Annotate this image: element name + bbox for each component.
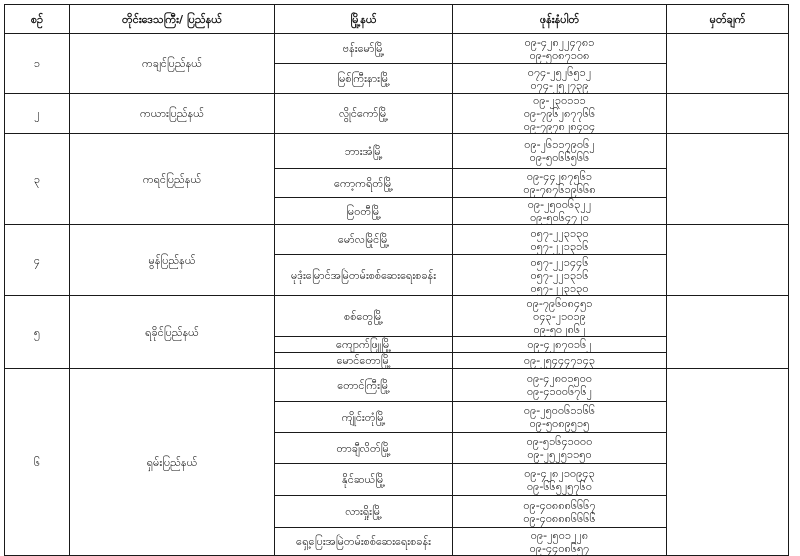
phone-number: ၀၅၇-၂၂၃၁၃၀ bbox=[530, 226, 589, 240]
phone-number: ၀၅၇-၂၂၁၃၁၆ bbox=[530, 239, 589, 253]
township-name: ကျိုင်းတုံမြို့ bbox=[275, 402, 453, 433]
phone-cell bbox=[453, 433, 667, 464]
phone-number: ၀၉-၄၂၈၂၂၄၇၈၁ bbox=[524, 35, 595, 49]
phone-cell bbox=[453, 169, 667, 198]
phone-cell bbox=[453, 134, 667, 169]
phone-number: ၀၉-၄၂၈၇၀၁၆၂ bbox=[527, 338, 592, 351]
header-phone: ဖုန်းနံပါတ် bbox=[453, 5, 667, 34]
table-row bbox=[5, 34, 789, 64]
table-row bbox=[5, 94, 789, 134]
table-row bbox=[5, 225, 789, 255]
header-state: တိုင်းဒေသကြီး/ ပြည်နယ် bbox=[70, 5, 275, 34]
state-name: ရှမ်းပြည်နယ် bbox=[70, 369, 275, 556]
phone-number: ၀၉-၇၈၇၆၁၉၆၆၈ bbox=[523, 183, 596, 196]
row-number: ၃ bbox=[5, 134, 70, 225]
phone-number: ၀၉-၄၄၂၈၇၅၆၁ bbox=[526, 170, 593, 183]
phone-number: ၀၇၄-၂၅၂၇၃၉ bbox=[530, 78, 589, 92]
township-name: ဗန်းမော်မြို့ bbox=[275, 34, 453, 64]
phone-number: ၀၉-၇၉၆၀၈၄၅၁ bbox=[526, 296, 593, 310]
phone-number: ၀၉-၂၅၂၅၁၁၅၀ bbox=[527, 448, 592, 461]
remark-cell bbox=[667, 34, 789, 94]
state-name: မွန်ပြည်နယ် bbox=[70, 225, 275, 296]
township-name: မောင်တောမြို့ bbox=[275, 353, 453, 369]
remark-cell bbox=[667, 296, 789, 369]
township-name: မုဒုံးမြောင်အမြဲတမ်းစစ်ဆေးရေးစခန်း bbox=[275, 255, 453, 296]
phone-cell bbox=[453, 353, 667, 369]
contact-table bbox=[4, 4, 789, 556]
phone-number: ၀၉-၄၁၀၀၆၇၆၂ bbox=[526, 385, 593, 398]
phone-number: ၀၄၃-၂၁၀၁၉ bbox=[533, 309, 586, 323]
township-name: တောင်ကြီးမြို့ bbox=[275, 369, 453, 402]
table-body bbox=[5, 34, 789, 556]
phone-cell bbox=[453, 464, 667, 496]
township-name: ဘားအံမြို့ bbox=[275, 134, 453, 169]
township-name: ကော့ကရိတ်မြို့ bbox=[275, 169, 453, 198]
township-name: လားရှိုးမြို့ bbox=[275, 496, 453, 528]
row-number: ၁ bbox=[5, 34, 70, 94]
phone-number: ၀၉-၂၅၀၀၆၁၁၆၆ bbox=[523, 404, 596, 417]
phone-cell bbox=[453, 198, 667, 225]
phone-number: ၀၉-၅၀၆၆၅၆၆ bbox=[529, 151, 590, 164]
phone-number: ၀၅၇-၂၂၃၁၃၀ bbox=[530, 281, 589, 295]
phone-cell bbox=[453, 94, 667, 134]
phone-number: ၀၉-၂၅၄၄၄၇၁၄၃ bbox=[523, 354, 596, 367]
remark-cell bbox=[667, 94, 789, 134]
phone-number: ၀၅၇-၂၂၁၃၁၆ bbox=[530, 268, 589, 282]
phone-number: ၀၉-၄၂၈၂၁၀၉၄၃ bbox=[524, 466, 595, 480]
phone-number: ၀၉-၂၆၁၁၇၉၀၆၂ bbox=[524, 138, 595, 151]
state-name: ရခိုင်ပြည်နယ် bbox=[70, 296, 275, 369]
remark-cell bbox=[667, 134, 789, 225]
township-name: မြစ်ကြီးနားမြို့ bbox=[275, 64, 453, 94]
phone-number: ၀၉-၂၃၀၁၁၁ bbox=[533, 94, 586, 107]
phone-cell bbox=[453, 402, 667, 433]
header-remark: မှတ်ချက် bbox=[667, 5, 789, 34]
phone-number: ၀၉-၄၀၈၈၈၆၆၆၇ bbox=[523, 498, 596, 512]
phone-cell bbox=[453, 528, 667, 556]
township-name: နိုင်ဆယ်မြို့ bbox=[275, 464, 453, 496]
phone-number: ၀၉-၂၅၀၁၂၂၈ bbox=[530, 528, 589, 542]
township-name: လွိုင်ကော်မြို့ bbox=[275, 94, 453, 134]
township-name: ကျောက်ဖြူမြို့ bbox=[275, 337, 453, 353]
phone-cell bbox=[453, 225, 667, 255]
phone-cell bbox=[453, 34, 667, 64]
phone-number: ၀၉-၄၄၀၈၆၅၇ bbox=[529, 541, 590, 555]
township-name: မြဝတီမြို့ bbox=[275, 198, 453, 225]
phone-number: ၀၉-၂၅၀၀၆၃၂၂ bbox=[527, 198, 592, 211]
township-name: ရှေ့ပြေးအမြဲတမ်းစစ်ဆေးရေးစခန်း bbox=[275, 528, 453, 556]
row-number: ၂ bbox=[5, 94, 70, 134]
phone-number: ၀၉-၇၉၇၈၂၈၄၀၄ bbox=[523, 120, 596, 133]
phone-number: ၀၉-၆၆၅၂၅၇၆၀ bbox=[526, 479, 593, 493]
header-no: စဉ် bbox=[5, 5, 70, 34]
state-name: ကယားပြည်နယ် bbox=[70, 94, 275, 134]
state-name: ကရင်ပြည်နယ် bbox=[70, 134, 275, 225]
phone-number: ၀၅၇-၂၂၁၄၄၆ bbox=[530, 255, 589, 269]
phone-number: ၀၉-၅၀၈၉၅၁၅ bbox=[529, 417, 590, 430]
township-name: စစ်တွေမြို့ bbox=[275, 296, 453, 337]
township-name: မော်လမြိုင်မြို့ bbox=[275, 225, 453, 255]
remark-cell bbox=[667, 369, 789, 556]
phone-number: ၀၉-၅၀၂၈၆၂ bbox=[533, 322, 586, 336]
phone-number: ၀၉-၄၀၈၈၈၆၆၆၆ bbox=[523, 511, 596, 525]
phone-number: ၀၉-၄၂၈၀၁၅၀၀ bbox=[526, 372, 593, 385]
phone-cell bbox=[453, 64, 667, 94]
phone-number: ၀၉-၅၀၆၄၇၂၀ bbox=[530, 211, 589, 224]
header-town: မြို့နယ် bbox=[275, 5, 453, 34]
phone-number: ၀၉-၅၁၆၄၁၀၀၀ bbox=[526, 435, 593, 448]
header-row bbox=[5, 5, 789, 34]
phone-cell bbox=[453, 337, 667, 353]
table-row bbox=[5, 134, 789, 169]
phone-cell bbox=[453, 255, 667, 296]
township-name: တာချီလိတ်မြို့ bbox=[275, 433, 453, 464]
row-number: ၄ bbox=[5, 225, 70, 296]
row-number: ၅ bbox=[5, 296, 70, 369]
phone-cell bbox=[453, 296, 667, 337]
table-row bbox=[5, 369, 789, 402]
phone-cell bbox=[453, 496, 667, 528]
phone-number: ၀၉-၇၉၆၂၈၇၇၆၆ bbox=[523, 107, 596, 120]
phone-number: ၀၉-၅၀၈၇၁၀၈ bbox=[529, 48, 590, 62]
state-name: ကချင်ပြည်နယ် bbox=[70, 34, 275, 94]
table-row bbox=[5, 296, 789, 337]
phone-number: ၀၇၄-၂၅၂၆၅၁၂ bbox=[527, 65, 592, 79]
remark-cell bbox=[667, 225, 789, 296]
phone-cell bbox=[453, 369, 667, 402]
row-number: ၆ bbox=[5, 369, 70, 556]
